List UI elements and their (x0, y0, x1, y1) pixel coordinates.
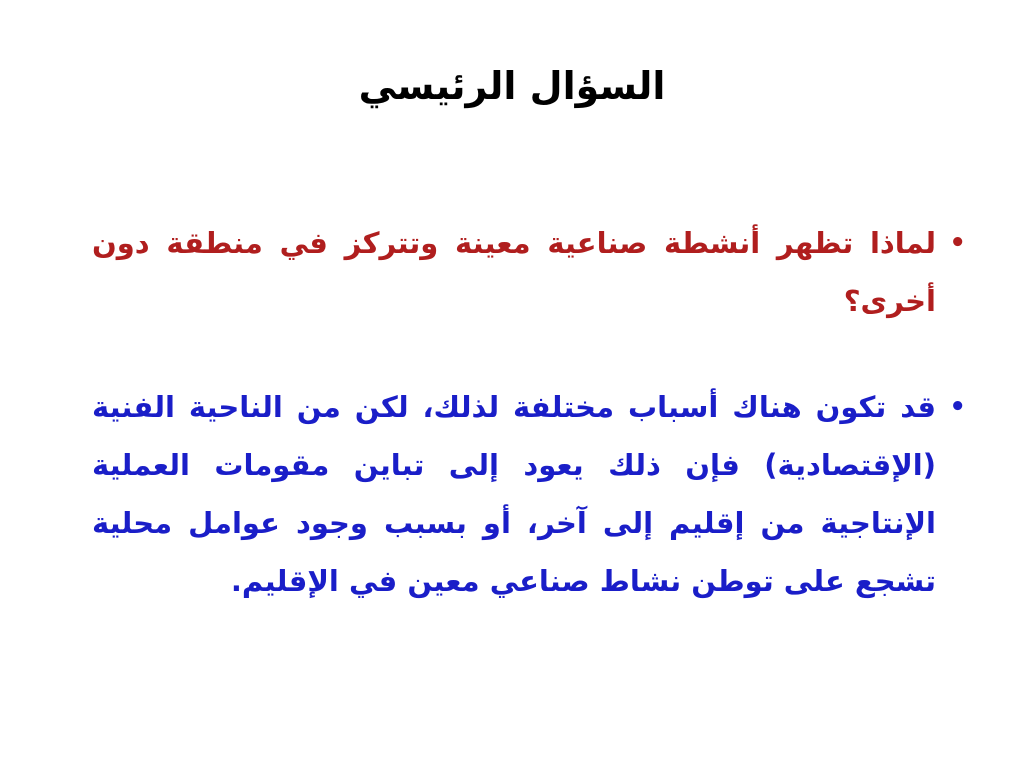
bullet-list (92, 214, 968, 610)
answer-text: قد تكون هناك أسباب مختلفة لذلك، لكن من الناحية الفنية (الإقتصادية) فإن ذلك يعود إلى تباين مقومات العملية الإنتاجية من إقليم إلى آخر، أو بسبب وجود عوامل محلية تشجع على توطن نشاط صناعي معين في الإقليم. (92, 390, 936, 598)
bullet-question (92, 214, 968, 330)
bullet-marker: • (949, 392, 966, 422)
bullet-marker: • (949, 228, 966, 258)
question-text: لماذا تظهر أنشطة صناعية معينة وتتركز في منطقة دون أخرى؟ (92, 226, 936, 318)
bullet-answer (92, 378, 968, 610)
slide-title: السؤال الرئيسي (358, 64, 666, 108)
